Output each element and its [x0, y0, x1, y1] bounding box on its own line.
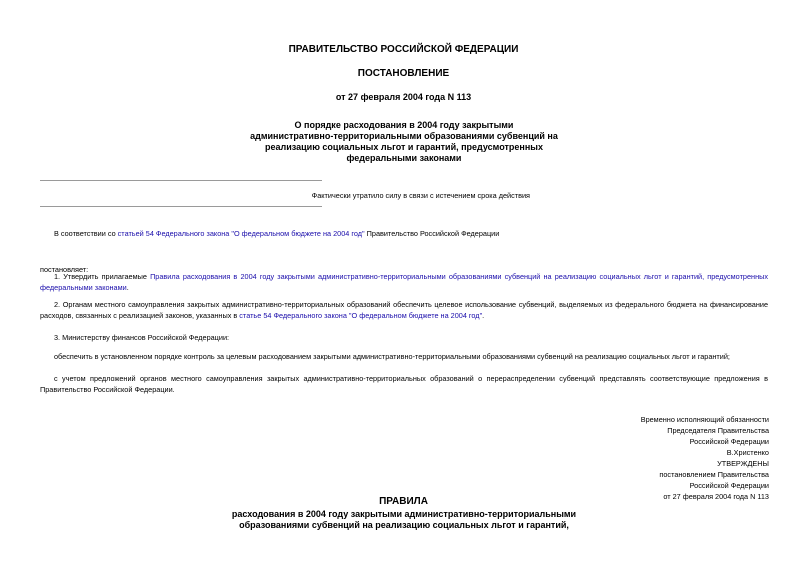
item-3-paragraph-b: с учетом предложений органов местного самоуправления закрытых административно-территориальных образований о перераспределении субвенций представлять соответствующие предложения в Правительство Российской Федерации.	[40, 374, 768, 394]
government-heading: ПРАВИТЕЛЬСТВО РОССИЙСКОЙ ФЕДЕРАЦИИ	[288, 44, 519, 55]
approved-line: Российской Федерации	[689, 481, 769, 490]
approved-label: УТВЕРЖДЕНЫ	[717, 459, 769, 468]
title-line: административно-территориальными образованиями субвенций на	[250, 131, 558, 141]
item-1-suffix: .	[126, 282, 129, 292]
signature-line: Председателя Правительства	[667, 426, 769, 435]
item-3-heading: 3. Министерству финансов Российской Федерации:	[54, 333, 230, 342]
signature-line: Российской Федерации	[689, 437, 769, 446]
signature-line: Временно исполняющий обязанности	[640, 415, 769, 424]
item-1-paragraph	[40, 272, 768, 293]
intro-paragraph	[40, 229, 768, 240]
signature-block	[560, 414, 769, 502]
title-line: О порядке расходования в 2004 году закрытыми	[294, 120, 514, 130]
status-notice: Фактически утратило силу в связи с истечением срока действия	[311, 191, 530, 200]
rules-heading: ПРАВИЛА	[379, 496, 428, 507]
decree-word: постановляет:	[40, 265, 89, 274]
intro-law-link[interactable]: статьей 54 Федерального закона "О федеральном бюджете на 2004 год"	[117, 229, 365, 238]
item-3-paragraph-a: обеспечить в установленном порядке контроль за целевым расходованием закрытыми административно-территориальными образованиями субвенций на реализацию социальных льгот и гарантий;	[54, 352, 730, 361]
divider-bottom	[40, 206, 322, 207]
rules-subtitle-line: расходования в 2004 году закрытыми административно-территориальными	[231, 509, 577, 519]
intro-prefix: В соответствии со	[54, 229, 118, 238]
rules-link[interactable]: Правила расходования в 2004 году закрытыми административно-территориальными образованиями субвенций на реализацию социальных льгот и гарантий, предусмотренных федеральными законами	[40, 272, 768, 292]
title-line: федеральными законами	[346, 153, 462, 163]
item-2-prefix: 2. Органам местного самоуправления закрытых административно-территориальных образований обеспечить целевое использование субвенций, выделяемых из федерального бюджета на финансирование расходов, связанных с реализацией законов, указанных в	[40, 300, 768, 320]
signature-name: В.Христенко	[726, 448, 769, 457]
approved-line: постановлением Правительства	[659, 470, 769, 479]
article-54-link[interactable]: статье 54 Федерального закона "О федеральном бюджете на 2004 год"	[239, 310, 483, 320]
document-title	[200, 120, 608, 164]
approved-date: от 27 февраля 2004 года N 113	[663, 492, 769, 501]
title-line: реализацию социальных льгот и гарантий, предусмотренных	[265, 142, 543, 152]
document-date-number: от 27 февраля 2004 года N 113	[335, 92, 472, 102]
document-type: ПОСТАНОВЛЕНИЕ	[357, 68, 450, 79]
item-2-suffix: .	[482, 310, 485, 320]
item-1-prefix: 1. Утвердить прилагаемые	[54, 272, 151, 281]
item-2-paragraph	[40, 300, 768, 321]
intro-suffix: Правительство Российской Федерации	[364, 229, 500, 238]
rules-subtitle	[200, 509, 608, 531]
rules-subtitle-line: образованиями субвенций на реализацию социальных льгот и гарантий,	[239, 520, 569, 530]
divider-top	[40, 180, 322, 181]
